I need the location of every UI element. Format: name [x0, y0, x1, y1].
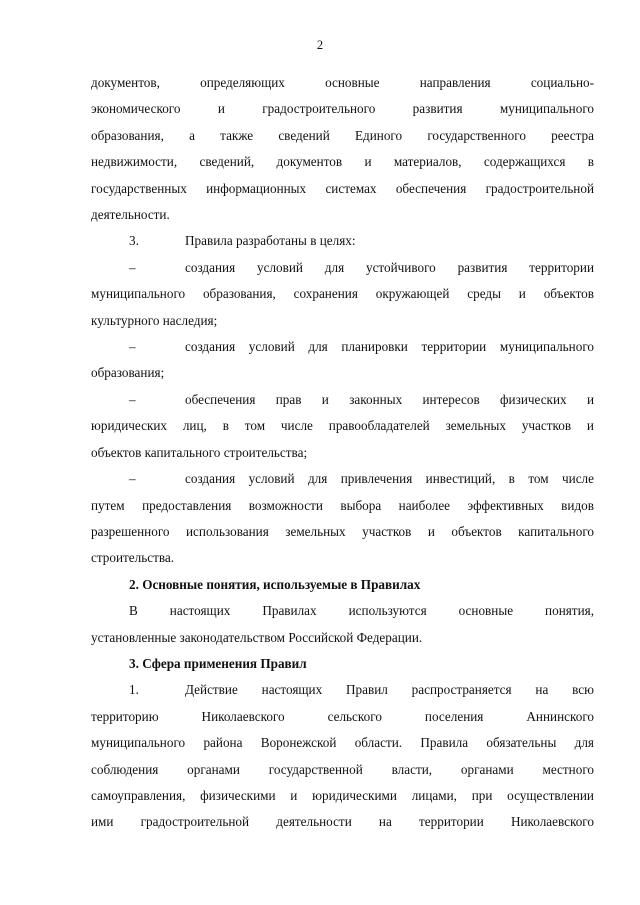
text-line: образования, а также сведений Единого государственного реестра [91, 127, 594, 143]
body-text [91, 70, 594, 836]
bullet-text: обеспечения прав и законных интересов физических и [185, 391, 594, 407]
section-heading: 2. Основные понятия, используемые в Правилах [129, 576, 421, 592]
text-line: документов, определяющих основные направления социально- [91, 75, 594, 90]
page-number: 2 [316, 38, 324, 52]
bullet-text: создания условий для привлечения инвестиций, в том числе [185, 471, 594, 487]
bullet-line [91, 334, 594, 360]
text-line: В настоящих Правилах используются основные понятия, [129, 603, 594, 619]
text-line: ими градостроительной деятельности на территории Николаевского [91, 814, 594, 830]
numbered-item [91, 677, 594, 703]
text-line: объектов капитального строительства; [91, 444, 308, 460]
text-line: самоуправления, физическими и юридическими лицами, при осуществлении [91, 787, 594, 803]
item-number: 1. [129, 682, 139, 698]
text-line: путем предоставления возможности выбора наиболее эффективных видов [91, 497, 594, 513]
dash-marker: – [129, 259, 136, 275]
section-heading: 3. Сфера применения Правил [129, 655, 307, 671]
text-line: образования; [91, 365, 165, 381]
text-line: территорию Николаевского сельского поселения Аннинского [91, 708, 594, 724]
text-line: установленные законодательством Российской Федерации. [91, 629, 423, 645]
text-line: деятельности. [91, 207, 170, 223]
text-line: соблюдения органами государственной власти, органами местного [91, 761, 594, 777]
text-line: государственных информационных системах обеспечения градостроительной [91, 180, 594, 196]
item-text: Действие настоящих Правил распространяется на всю [185, 682, 594, 698]
text-line: экономического и градостроительного развития муниципального [91, 101, 594, 117]
dash-marker: – [129, 471, 136, 487]
bullet-text: создания условий для планировки территории муниципального [185, 339, 594, 355]
text-line: недвижимости, сведений, документов и материалов, содержащихся в [91, 154, 594, 170]
text-line: культурного наследия; [91, 312, 218, 328]
text-line: разрешенного использования земельных участков и объектов капитального [91, 523, 594, 539]
text-line: юридических лиц, в том числе правообладателей земельных участков и [91, 418, 594, 434]
bullet-line [91, 387, 594, 413]
text-line: муниципального образования, сохранения окружающей среды и объектов [91, 286, 594, 302]
bullet-line [91, 466, 594, 492]
item-text: Правила разработаны в целях: [185, 233, 356, 249]
bullet-text: создания условий для устойчивого развития территории [185, 259, 594, 275]
dash-marker: – [129, 391, 136, 407]
text-line: муниципального района Воронежской области. Правила обязательны для [91, 735, 594, 751]
text-line: строительства. [91, 550, 175, 566]
numbered-item [91, 228, 594, 254]
bullet-line [91, 255, 594, 281]
item-number: 3. [129, 233, 139, 249]
dash-marker: – [129, 339, 136, 355]
